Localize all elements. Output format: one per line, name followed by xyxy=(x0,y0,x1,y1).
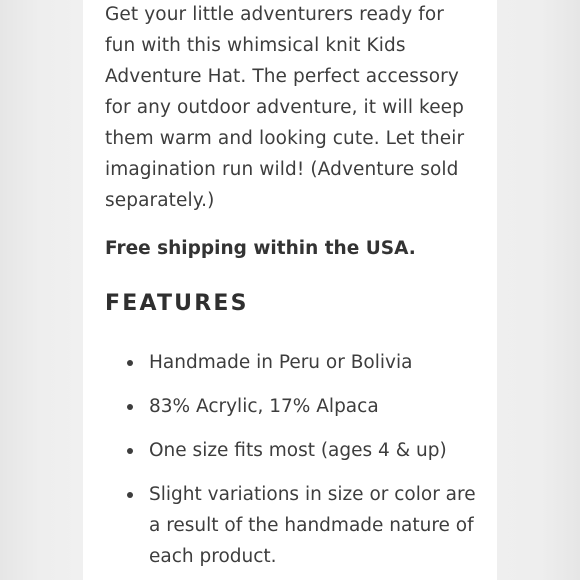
feature-text: Slight variations in size or color are a result of the handmade nature of each product. xyxy=(149,484,476,567)
feature-item xyxy=(105,391,477,422)
features-list xyxy=(105,347,477,580)
bullet-icon xyxy=(127,360,133,366)
feature-item xyxy=(105,435,477,466)
feature-text: 83% Acrylic, 17% Alpaca xyxy=(149,396,379,417)
feature-item xyxy=(105,347,477,378)
bullet-icon xyxy=(127,492,133,498)
product-description: Get your little adventurers ready for fun with this whimsical knit Kids Adventure Hat. The perfect accessory for any outdoor adventure, it will keep them warm and looking cute. Let their imagination run wild! (Adventure sold separately.) xyxy=(105,4,465,211)
product-description-panel xyxy=(83,0,497,580)
feature-item xyxy=(105,479,477,572)
bullet-icon xyxy=(127,448,133,454)
bullet-icon xyxy=(127,404,133,410)
features-heading: FEATURES xyxy=(105,291,249,316)
feature-text: One size fits most (ages 4 & up) xyxy=(149,440,447,461)
feature-text: Handmade in Peru or Bolivia xyxy=(149,352,413,373)
shipping-note: Free shipping within the USA. xyxy=(105,238,416,259)
